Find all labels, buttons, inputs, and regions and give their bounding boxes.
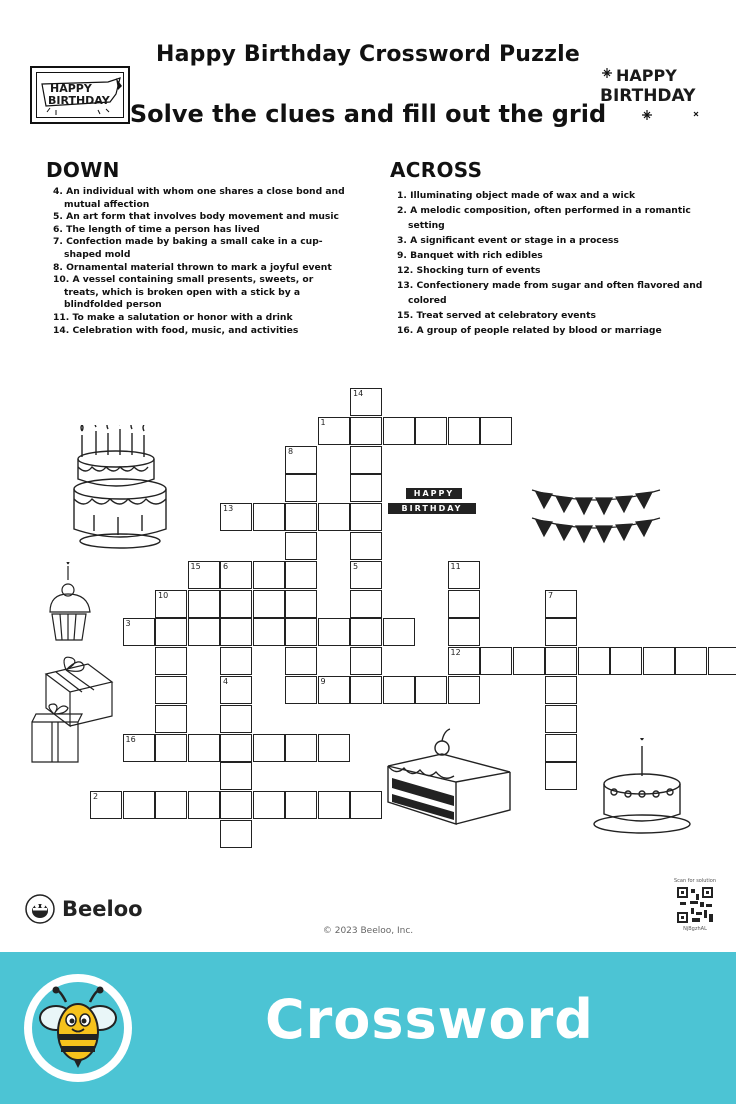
down-clue: 14. Celebration with food, music, and activities	[53, 324, 299, 336]
grid-clue-number: 8	[288, 446, 294, 456]
grid-cell[interactable]	[448, 618, 480, 646]
grid-cell[interactable]	[513, 647, 545, 675]
grid-cell[interactable]	[253, 791, 285, 819]
grid-cell[interactable]	[285, 618, 317, 646]
qr-code-icon[interactable]	[676, 886, 714, 924]
grid-cell[interactable]	[188, 791, 220, 819]
badge-left-line1: HAPPY	[50, 82, 92, 95]
grid-cell[interactable]	[220, 503, 252, 531]
grid-clue-number: 2	[93, 792, 99, 802]
grid-cell[interactable]	[545, 647, 577, 675]
down-clue: 8. Ornamental material thrown to mark a joyful event	[53, 261, 332, 273]
down-clue: 6. The length of time a person has lived	[53, 223, 260, 235]
grid-cell[interactable]	[350, 417, 382, 445]
grid-cell[interactable]	[318, 618, 350, 646]
page-subtitle: Solve the clues and fill out the grid	[129, 100, 607, 128]
grid-clue-number: 16	[125, 734, 136, 744]
grid-cell[interactable]	[220, 647, 252, 675]
down-clue: 4. An individual with whom one shares a close bond and mutual affection	[53, 186, 345, 210]
grid-cell[interactable]	[155, 791, 187, 819]
grid-cell[interactable]	[90, 791, 122, 819]
footer-title: Crossword	[265, 988, 594, 1051]
grid-clue-number: 9	[320, 677, 326, 686]
grid-cell[interactable]	[285, 532, 317, 560]
badge-right-line1: HAPPY	[616, 66, 677, 85]
grid-cell[interactable]	[220, 561, 252, 589]
grid-cell[interactable]	[253, 590, 285, 618]
grid-cell[interactable]	[448, 417, 480, 445]
across-clue: 1. Illuminating object made of wax and a wick	[397, 190, 636, 201]
grid-cell[interactable]	[220, 734, 252, 762]
grid-cell[interactable]	[318, 503, 350, 531]
badge-left-line2: BIRTHDAY	[48, 94, 110, 107]
grid-cell[interactable]	[545, 762, 577, 790]
grid-cell[interactable]	[480, 647, 512, 675]
grid-cell[interactable]	[318, 791, 350, 819]
grid-cell[interactable]	[188, 561, 220, 589]
grid-cell[interactable]	[383, 618, 415, 646]
grid-cell[interactable]	[383, 417, 415, 445]
grid-cell[interactable]	[188, 734, 220, 762]
bee-mascot-icon	[22, 972, 134, 1084]
grid-clue-number: 11	[450, 561, 461, 571]
grid-cell[interactable]	[285, 734, 317, 762]
down-clue: 11. To make a salutation or honor with a drink	[53, 311, 293, 323]
happy-birthday-badge-left	[30, 66, 130, 124]
grid-cell[interactable]	[383, 676, 415, 704]
grid-cell[interactable]	[675, 647, 707, 675]
grid-cell[interactable]	[448, 676, 480, 704]
grid-cell[interactable]	[285, 474, 317, 502]
grid-clue-number: 12	[450, 648, 461, 658]
grid-cell[interactable]	[285, 503, 317, 531]
grid-cell[interactable]	[253, 561, 285, 589]
grid-cell[interactable]	[220, 820, 252, 848]
across-clue: 9. Banquet with rich edibles	[397, 250, 543, 261]
grid-cell[interactable]	[220, 618, 252, 646]
grid-cell[interactable]	[350, 647, 382, 675]
across-clue: 15. Treat served at celebratory events	[397, 310, 596, 321]
grid-cell[interactable]	[318, 417, 350, 445]
grid-cell[interactable]	[155, 590, 187, 618]
grid-cell[interactable]	[220, 590, 252, 618]
grid-cell[interactable]	[448, 590, 480, 618]
big-cake-icon	[68, 425, 178, 555]
badge-right-line2: BIRTHDAY	[600, 86, 696, 106]
qr-top-label: Scan for solution	[673, 878, 716, 884]
grid-cell[interactable]	[285, 590, 317, 618]
page-title: Happy Birthday Crossword Puzzle	[155, 42, 581, 67]
grid-cell[interactable]	[545, 705, 577, 733]
grid-cell[interactable]	[545, 618, 577, 646]
gift-boxes-icon	[26, 652, 122, 764]
grid-cell[interactable]	[545, 734, 577, 762]
grid-clue-number: 10	[158, 590, 169, 600]
cake-slice-icon	[384, 726, 516, 826]
bunting-flags-icon	[530, 484, 662, 552]
grid-clue-number: 1	[320, 417, 326, 427]
grid-cell[interactable]	[708, 647, 736, 675]
grid-cell[interactable]	[350, 791, 382, 819]
grid-cell[interactable]	[123, 618, 155, 646]
grid-cell[interactable]	[350, 503, 382, 531]
grid-cell[interactable]	[285, 676, 317, 704]
grid-cell[interactable]	[545, 590, 577, 618]
across-clue: 12. Shocking turn of events	[397, 265, 541, 276]
grid-cell[interactable]	[415, 676, 447, 704]
grid-cell[interactable]	[610, 647, 642, 675]
grid-cell[interactable]	[123, 791, 155, 819]
grid-cell[interactable]	[415, 417, 447, 445]
across-section	[390, 158, 710, 338]
grid-cell[interactable]	[643, 647, 675, 675]
grid-cell[interactable]	[253, 503, 285, 531]
down-clue: 7. Confection made by baking a small cake in a cup-shaped mold	[53, 236, 323, 260]
across-clue: 16. A group of people related by blood or marriage	[397, 325, 662, 336]
grid-cell[interactable]	[285, 561, 317, 589]
grid-cell[interactable]	[220, 705, 252, 733]
grid-cell[interactable]	[220, 676, 252, 704]
cupcake-icon	[46, 562, 96, 644]
grid-clue-number: 7	[548, 590, 554, 600]
grid-clue-number: 13	[223, 504, 234, 514]
grid-cell[interactable]	[350, 446, 382, 474]
grid-cell[interactable]	[155, 618, 187, 646]
grid-clue-number: 5	[353, 561, 359, 571]
grid-cell[interactable]	[285, 446, 317, 474]
grid-clue-number: 15	[190, 561, 201, 571]
grid-cell[interactable]	[350, 532, 382, 560]
grid-cell[interactable]	[448, 561, 480, 589]
grid-cell[interactable]	[253, 734, 285, 762]
grid-clue-number: 6	[223, 561, 229, 571]
grid-cell[interactable]	[285, 647, 317, 675]
grid-cell[interactable]	[188, 590, 220, 618]
across-clue: 13. Confectionery made from sugar and often flavored and colored	[397, 280, 703, 306]
happy-birthday-badge-right	[598, 62, 708, 128]
brand-name: Beeloo	[62, 897, 143, 921]
small-cake-icon	[590, 738, 694, 840]
grid-cell[interactable]	[350, 474, 382, 502]
grid-clue-number: 3	[125, 619, 131, 629]
grid-cell[interactable]	[155, 734, 187, 762]
grid-cell[interactable]	[545, 676, 577, 704]
grid-cell[interactable]	[155, 647, 187, 675]
grid-cell[interactable]	[155, 676, 187, 704]
copyright: © 2023 Beeloo, Inc.	[322, 926, 414, 936]
grid-cell[interactable]	[220, 762, 252, 790]
across-heading: ACROSS	[390, 158, 483, 182]
down-clue: 5. An art form that involves body movement and music	[53, 211, 340, 223]
grid-cell[interactable]	[480, 417, 512, 445]
grid-cell[interactable]	[350, 388, 382, 416]
grid-cell[interactable]	[220, 791, 252, 819]
grid-banner-line2: BIRTHDAY	[388, 503, 476, 514]
across-clue: 3. A significant event or stage in a process	[397, 235, 619, 246]
grid-cell[interactable]	[350, 590, 382, 618]
grid-cell[interactable]	[318, 734, 350, 762]
down-section	[46, 158, 346, 337]
down-clue: 10. A vessel containing small presents, sweets, or treats, which is broken open with a stick by a blindfolded person	[53, 274, 314, 311]
grid-cell[interactable]	[318, 676, 350, 704]
grid-cell[interactable]	[155, 705, 187, 733]
down-heading: DOWN	[46, 158, 120, 182]
grid-clue-number: 4	[223, 677, 229, 686]
grid-cell[interactable]	[350, 618, 382, 646]
grid-cell[interactable]	[350, 676, 382, 704]
grid-cell[interactable]	[253, 618, 285, 646]
grid-cell[interactable]	[448, 647, 480, 675]
grid-banner-line1: HAPPY	[406, 488, 462, 499]
across-clue: 2. A melodic composition, often performed in a romantic setting	[397, 205, 691, 231]
grid-cell[interactable]	[350, 561, 382, 589]
grid-cell[interactable]	[123, 734, 155, 762]
qr-code-label: NjBgzhAL	[683, 926, 707, 932]
grid-cell[interactable]	[285, 791, 317, 819]
grid-clue-number: 14	[353, 389, 364, 398]
grid-banner	[401, 488, 476, 518]
grid-cell[interactable]	[188, 618, 220, 646]
grid-cell[interactable]	[578, 647, 610, 675]
beeloo-logo-icon	[24, 893, 56, 925]
